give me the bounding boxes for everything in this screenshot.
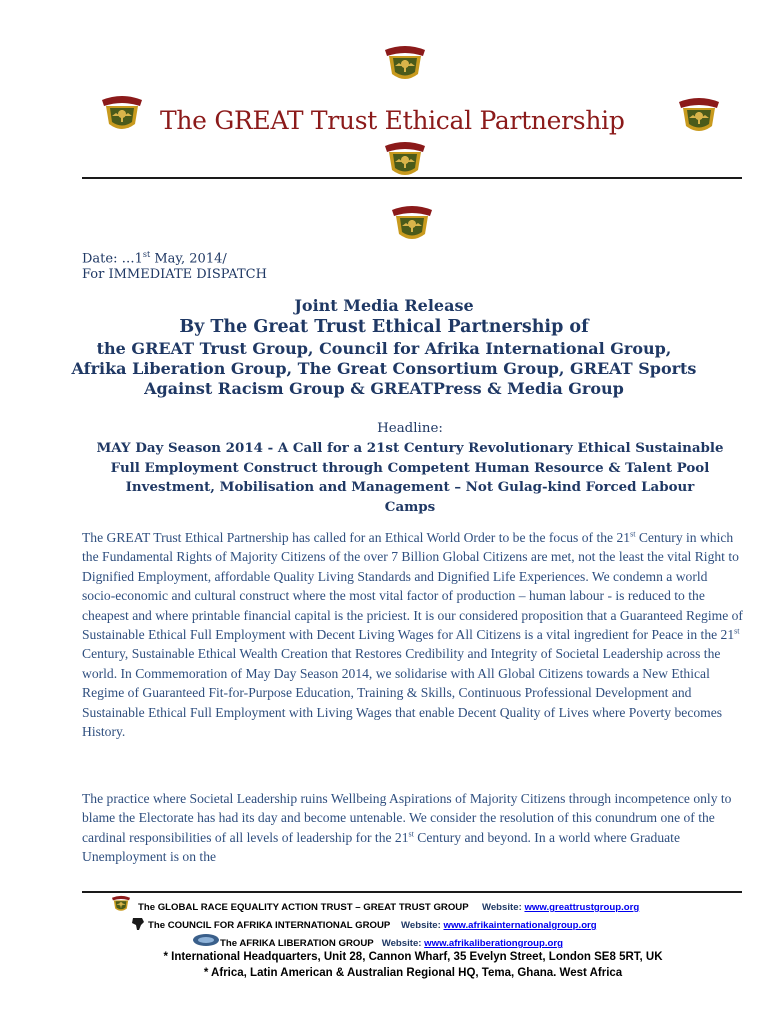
headline-text: MAY Day Season 2014 - A Call for a 21st Century Revolutionary Ethical Sustainable Full Employment Construct through Competent Human Resource & Talent Pool Investment, Mobilisation and Management – Not Gulag-kind Forced Labour Camps xyxy=(96,440,724,515)
dispatch-note: For IMMEDIATE DISPATCH xyxy=(82,267,267,282)
footer-org-3: The AFRIKA LIBERATION GROUP Website: www.afrikaliberationgroup.org xyxy=(220,938,563,949)
great-trust-logo-icon xyxy=(111,895,131,913)
release-byline: By The Great Trust Ethical Partnership of xyxy=(179,317,589,337)
footer-org-1: The GLOBAL RACE EQUALITY ACTION TRUST – GREAT TRUST GROUP Website: www.greattrustgroup.org xyxy=(138,902,640,913)
body-paragraph-2: The practice where Societal Leadership ruins Wellbeing Aspirations of Majority Citizens through incompetence only to blame the Electorate has had its day and become untenable. We consider the resolution of this conundrum one of the cardinal responsibilities of all levels of leadership for the 21st Century and beyond. In a world where Graduate Unemployment is on the xyxy=(82,791,732,865)
release-orgs-1: the GREAT Trust Group, Council for Afrika International Group, xyxy=(96,339,672,358)
release-orgs-2: Afrika Liberation Group, The Great Consortium Group, GREAT Sports xyxy=(71,359,697,378)
afrika-liberation-website-link[interactable]: www.afrikaliberationgroup.org xyxy=(424,938,563,949)
africa-map-icon xyxy=(130,916,146,930)
page-title: The GREAT Trust Ethical Partnership xyxy=(160,106,625,135)
globe-logo-icon xyxy=(192,932,220,946)
release-orgs-3: Against Racism Group & GREATPress & Media Group xyxy=(144,379,624,398)
crest-emblem-middle xyxy=(383,140,427,180)
footer-org-2: The COUNCIL FOR AFRIKA INTERNATIONAL GROUP Website: www.afrikainternationalgroup.org xyxy=(148,920,597,931)
divider-bottom xyxy=(82,891,742,893)
crest-emblem-left xyxy=(100,94,144,134)
divider-top xyxy=(82,177,742,179)
great-trust-website-link[interactable]: www.greattrustgroup.org xyxy=(524,902,640,913)
release-heading: Joint Media Release xyxy=(294,296,474,315)
release-date: Date: …1st May, 2014/ xyxy=(82,250,227,267)
crest-emblem-top xyxy=(383,44,427,84)
headline-label: Headline: xyxy=(377,421,443,436)
footer-address-hq: * International Headquarters, Unit 28, Cannon Wharf, 35 Evelyn Street, London SE8 5RT, UK xyxy=(163,951,663,963)
crest-emblem-lower xyxy=(390,204,434,244)
crest-emblem-right xyxy=(677,96,721,136)
afrika-international-website-link[interactable]: www.afrikainternationalgroup.org xyxy=(443,920,597,931)
body-paragraph-1: The GREAT Trust Ethical Partnership has called for an Ethical World Order to be the focus of the 21st Century in which the Fundamental Rights of Majority Citizens of the over 7 Billion Global Citizens are met, not the least the vital Right to Dignified Employment, affordable Quality Living Standards and Dignified Life Experiences. We condemn a world socio-economic and cultural construct where the most vital factor of production – human labour - is reduced to the cheapest and where printable financial capital is the priciest. It is our considered proposition that a Guaranteed Regime of Sustainable Ethical Full Employment with Decent Living Wages for All Citizens is a vital ingredient for Peace in the 21st Century, Sustainable Ethical Wealth Creation that Restores Credibility and Integrity of Societal Leadership across the world. In Commemoration of May Day Season 2014, we solidarise with All Global Citizens towards a New Ethical Regime of Guaranteed Fit-for-Purpose Education, Training & Skills, Continuous Professional Development and Sustainable Ethical Full Employment with Living Wages that enable Decent Quality of Lives where Poverty becomes History. xyxy=(82,529,743,740)
footer-address-regional: * Africa, Latin American & Australian Regional HQ, Tema, Ghana. West Africa xyxy=(203,967,623,979)
